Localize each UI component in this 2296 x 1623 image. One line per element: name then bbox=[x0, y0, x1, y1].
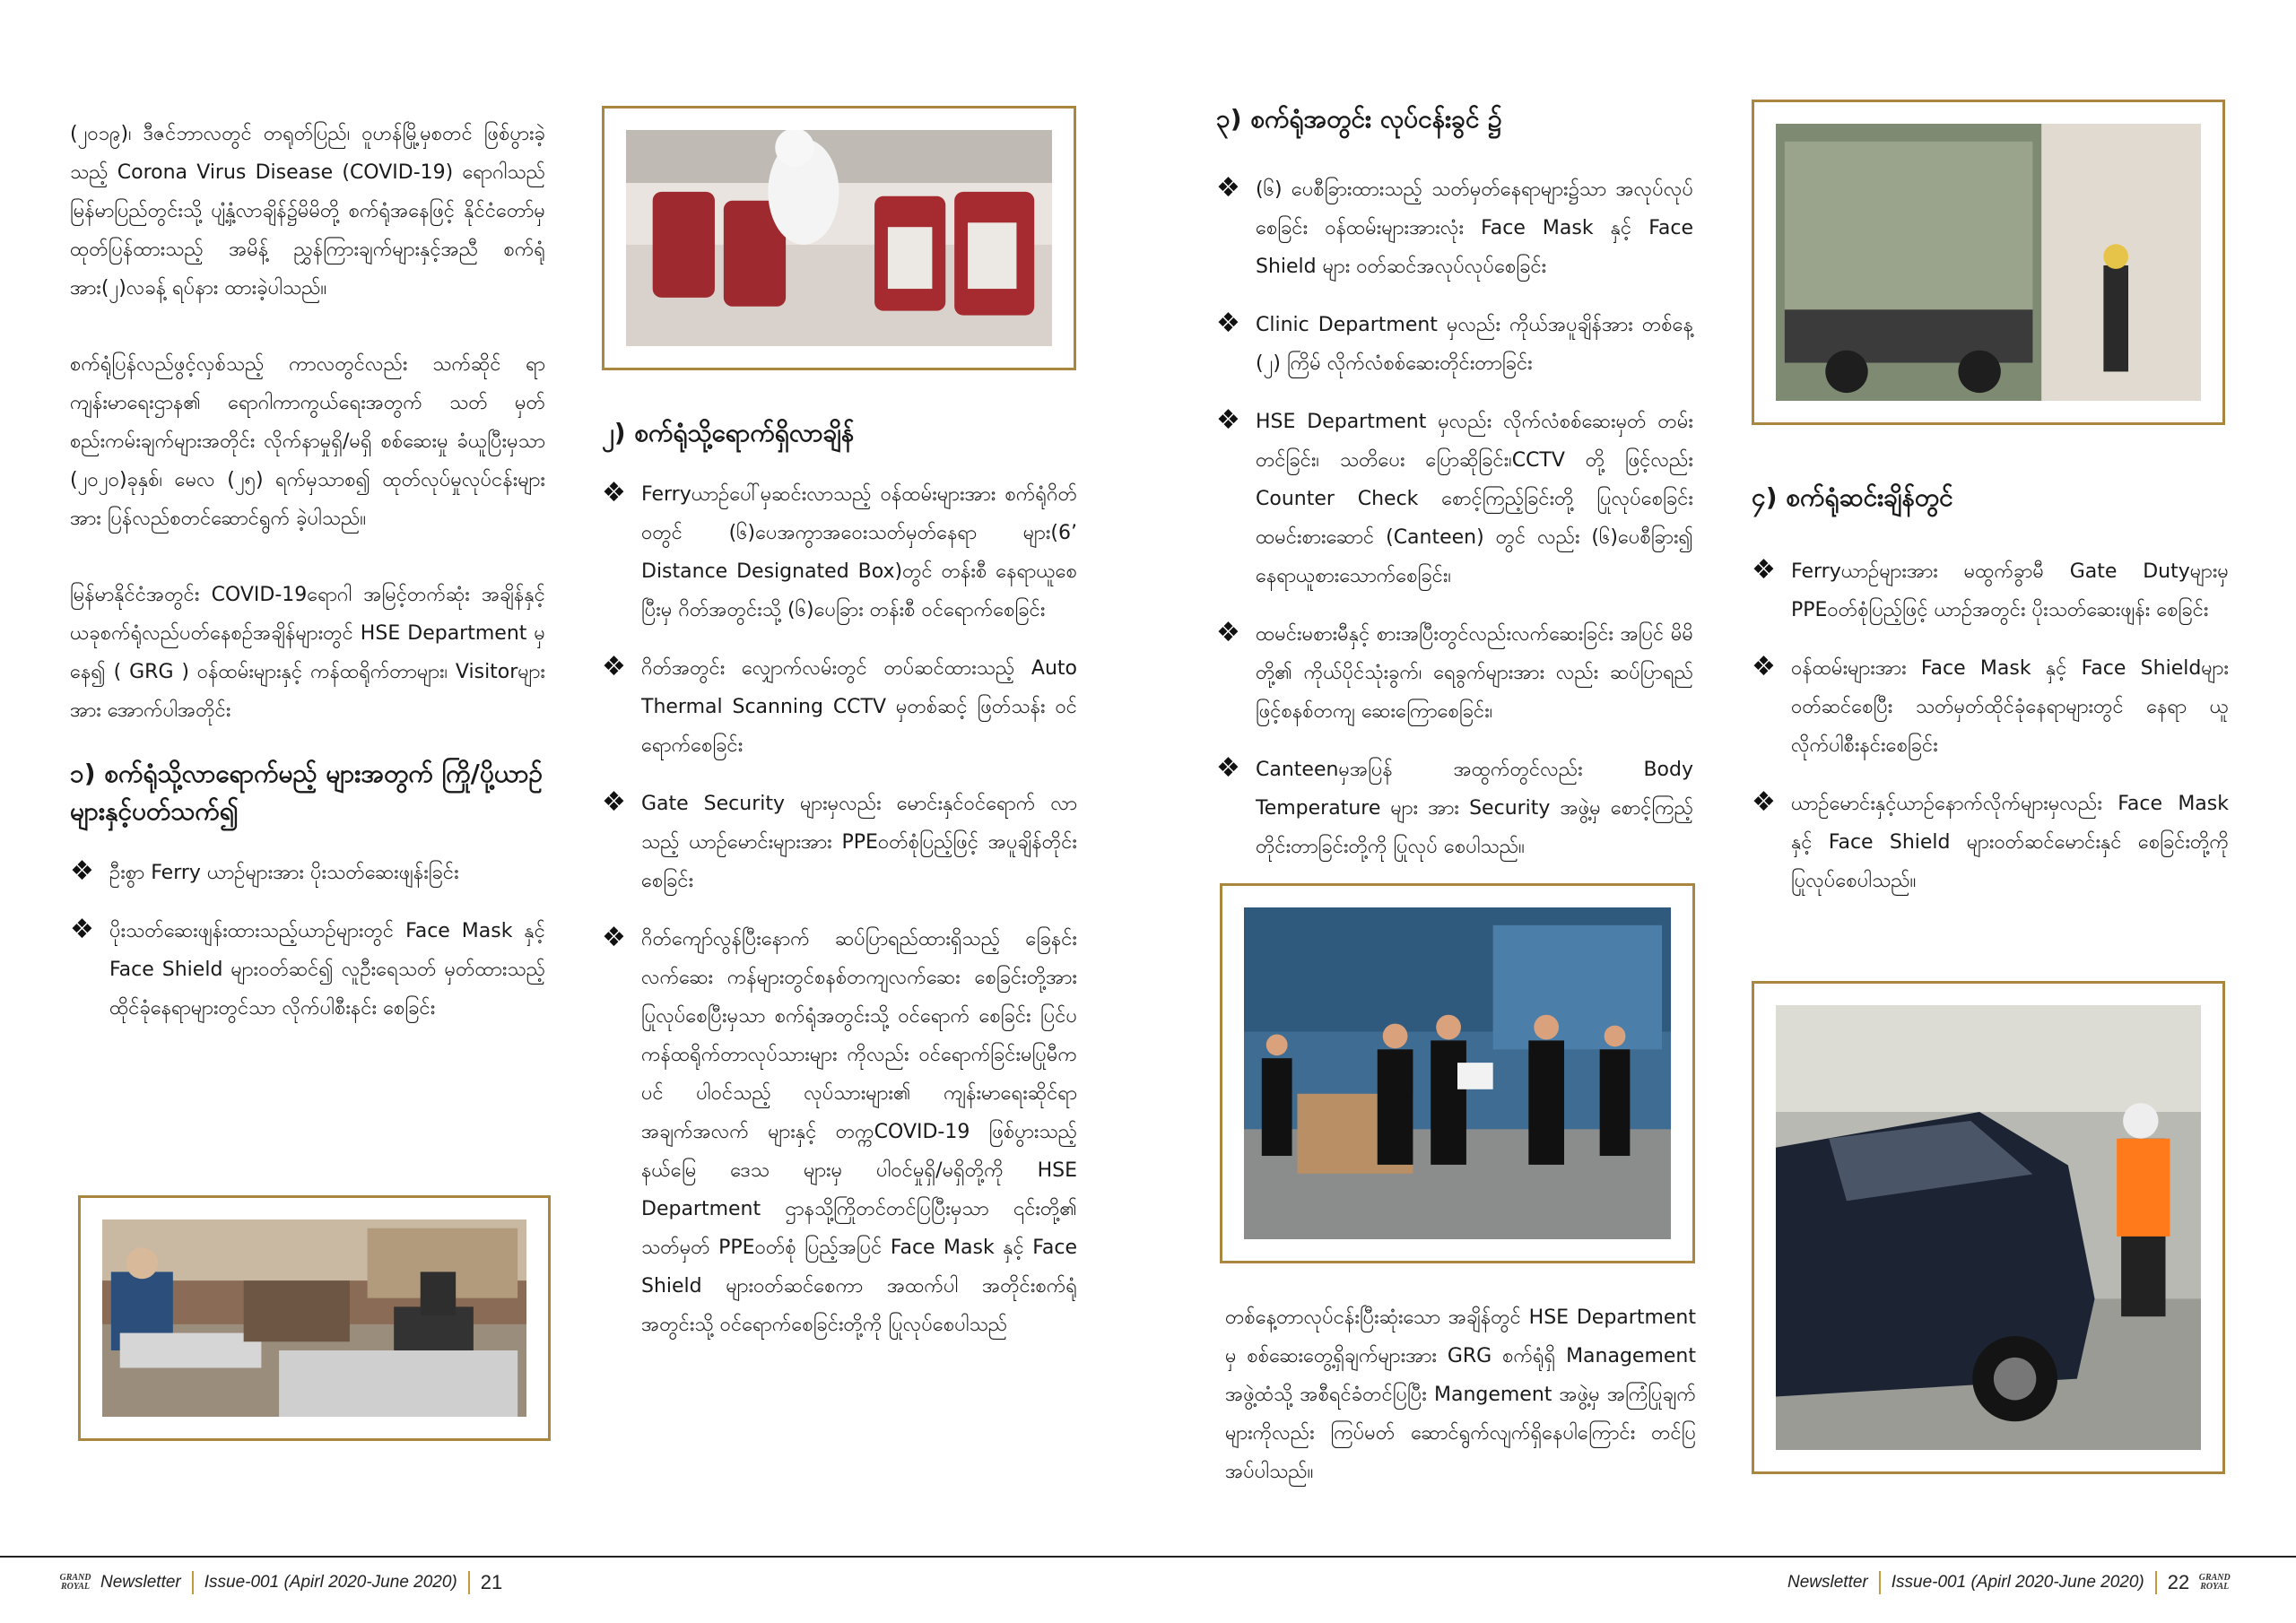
section-2-heading: ၂) စက်ရုံသို့ရောက်ရှိလာချိန် bbox=[602, 418, 855, 447]
list-item: ❖ ပိုးသတ်ဆေးဖျန်းထားသည့်ယာဉ်များတွင် Face Mask နှင့် Face Shield များဝတ်ဆင်၍ လူဦးရေသတ် မှတ်ထားသည့်ထိုင်ခုံနေရာများတွင်သာ လိုက်ပါစီးနင်း စေခြင်း bbox=[70, 914, 545, 1020]
section-4-list bbox=[1752, 552, 2229, 900]
newsletter-label: Newsletter bbox=[100, 1573, 181, 1592]
footer-separator bbox=[192, 1571, 194, 1594]
office-photo bbox=[102, 1219, 526, 1417]
page-number-right: 22 bbox=[2167, 1571, 2190, 1593]
list-item: ❖ Canteenမှအပြန် အထွက်တွင်လည်း Body Temperature များ အား Security အဖွဲ့မှ စောင့်ကြည့် တိုင်းတာခြင်းတို့ကို ပြုလုပ် စေပါသည်။ bbox=[1216, 752, 1693, 858]
bus-spraying-photo-frame bbox=[602, 106, 1076, 370]
section-1-list bbox=[70, 854, 545, 1028]
diamond-bullet-icon: ❖ bbox=[602, 651, 626, 682]
reporting-paragraph: တစ်နေ့တာလုပ်ငန်းပြီးဆုံးသော အချိန်တွင် HSE Department မှ စစ်ဆေးတွေ့ရှိချက်များအား GRG စက်ရုံရှိ Management အဖွဲ့ထံသို့ အစီရင်ခံတင်ပြပြီး Mangement အဖွဲ့မှ အကြံပြုချက်များကိုလည်း ကြပ်မတ် ဆောင်ရွက်လျက်ရှိနေပါကြောင်း တင်ပြအပ်ပါသည်။ bbox=[1225, 1306, 1696, 1483]
section-3-heading: ၃) စက်ရုံအတွင်း လုပ်ငန်းခွင် ၌ bbox=[1216, 104, 1502, 134]
footer-separator bbox=[468, 1571, 470, 1594]
car-temperature-check-photo-frame bbox=[1752, 981, 2225, 1474]
issue-label: Issue-001 (Apirl 2020-June 2020) bbox=[1891, 1573, 2144, 1592]
diamond-bullet-icon: ❖ bbox=[1216, 617, 1240, 648]
factory-temperature-check-photo bbox=[1244, 907, 1671, 1239]
section-3-list bbox=[1216, 170, 1693, 866]
grand-royal-logo: GRAND ROYAL bbox=[59, 1573, 91, 1592]
footer-separator bbox=[1879, 1571, 1881, 1594]
list-item: ❖ (၆) ပေစီခြားထားသည့် သတ်မှတ်နေရာများ၌သာ အလုပ်လုပ်စေခြင်း ဝန်ထမ်းများအားလုံး Face Mask နှင့် Face Shield များ ဝတ်ဆင်အလုပ်လုပ်စေခြင်း bbox=[1216, 172, 1693, 278]
column-2 bbox=[602, 414, 1077, 1371]
diamond-bullet-icon: ❖ bbox=[1752, 651, 1776, 682]
list-item: ❖ Gate Security များမှလည်း မောင်းနှင်ဝင်ရောက် လာသည့် ယာဉ်မောင်းများအား PPEဝတ်စုံပြည့်ဖြင့် အပူချိန်တိုင်းစေခြင်း bbox=[602, 786, 1077, 892]
factory-temperature-check-photo-frame bbox=[1220, 883, 1695, 1263]
diamond-bullet-icon: ❖ bbox=[1216, 404, 1240, 436]
diamond-bullet-icon: ❖ bbox=[1752, 554, 1776, 586]
diamond-bullet-icon: ❖ bbox=[602, 786, 626, 818]
office-photo-frame bbox=[78, 1195, 551, 1441]
column-1 bbox=[70, 115, 545, 1055]
diamond-bullet-icon: ❖ bbox=[1216, 172, 1240, 204]
diamond-bullet-icon: ❖ bbox=[602, 477, 626, 508]
list-item: ❖ ဂိတ်ကျော်လွန်ပြီးနောက် ဆပ်ပြာရည်ထားရှိသည့် ခြေနင်းလက်ဆေး ကန်များတွင်စနစ်တကျလက်ဆေး စေခြင်းတို့အား ပြုလုပ်စေပြီးမှသာ စက်ရုံအတွင်းသို့ ဝင်ရောက် စေခြင်း ပြင်ပကန်ထရိုက်တာလုပ်သားများ ကိုလည်း ဝင်ရောက်ခြင်းမပြုမီကပင် ပါဝင်သည့် လုပ်သားများ၏ ကျန်းမာရေးဆိုင်ရာအချက်အလက် များနှင့် တက္ကCOVID-19 ဖြစ်ပွားသည့် နယ်မြေ ဒေသ များမှ ပါဝင်မှုရှိ/မရှိတို့ကို HSE Department ဌာနသို့ကြိုတင်တင်ပြပြီးမှသာ ၎င်းတို့၏ သတ်မှတ် PPEဝတ်စုံ ပြည့်အပြင် Face Mask နှင့် Face Shield များဝတ်ဆင်စေကာ အထက်ပါ အတိုင်းစက်ရုံအတွင်းသို့ ဝင်ရောက်စေခြင်းတို့ကို ပြုလုပ်စေပါသည် bbox=[602, 922, 1077, 1336]
diamond-bullet-icon: ❖ bbox=[1216, 308, 1240, 339]
diamond-bullet-icon: ❖ bbox=[1752, 786, 1776, 818]
list-item: ❖ ဂိတ်အတွင်း လျှောက်လမ်းတွင် တပ်ဆင်ထားသည့် Auto Thermal Scanning CCTV မှတစ်ဆင့် ဖြတ်သန်း ဝင်ရောက်စေခြင်း bbox=[602, 651, 1077, 757]
intro-paragraph: (၂၀၁၉)၊ ဒီဇင်ဘာလတွင် တရုတ်ပြည်၊ ဝူဟန်မြို့မှစတင် ဖြစ်ပွားခဲ့သည့် Corona Virus Disease (COVID-19) ရောဂါသည် မြန်မာပြည်တွင်းသို့ ပျံ့နှံ့လာချိန်၌မိမိတို့ စက်ရုံအနေဖြင့် နိုင်ငံတော်မှထုတ်ပြန်ထားသည့် အမိန့် ညွှန်ကြားချက်များနှင့်အညီ စက်ရုံအား(၂)လခန့် ရပ်နား ထားခဲ့ပါသည်။ bbox=[70, 123, 545, 299]
list-item: ❖ Ferryယာဉ်များအား မထွက်ခွာမီ Gate Dutyများမှ PPEဝတ်စုံပြည့်ဖြင့် ယာဉ်အတွင်း ပိုးသတ်ဆေးဖျန်း စေခြင်း bbox=[1752, 554, 2229, 621]
diamond-bullet-icon: ❖ bbox=[602, 922, 626, 953]
car-temperature-check-photo bbox=[1776, 1005, 2201, 1450]
diamond-bullet-icon: ❖ bbox=[70, 914, 94, 945]
footer-right bbox=[1787, 1571, 2231, 1594]
section-1-heading: ၁) စက်ရုံသို့လာရောက်မည့် များအတွက် ကြို/ပို့ယာဉ်များနှင့်ပတ်သက်၍ bbox=[70, 759, 544, 826]
section-4-heading: ၄) စက်ရုံဆင်းချိန်တွင် bbox=[1752, 482, 1953, 512]
truck-disinfection-photo-frame bbox=[1752, 100, 2225, 425]
column-3 bbox=[1216, 100, 1693, 893]
list-item: ❖ Ferryယာဉ်ပေါ်မှဆင်းလာသည့် ဝန်ထမ်းများအား စက်ရုံဂိတ်ဝတွင် (၆)ပေအကွာအဝေးသတ်မှတ်နေရာ များ(6’ Distance Designated Box)တွင် တန်းစီ နေရာယူစေပြီးမှ ဂိတ်အတွင်းသို့ (၆)ပေခြား တန်းစီ ဝင်ရောက်စေခြင်း bbox=[602, 477, 1077, 621]
grand-royal-logo: GRAND ROYAL bbox=[2198, 1573, 2231, 1592]
footer-rule bbox=[0, 1556, 2296, 1558]
list-item: ❖ ထမင်းမစားမီနှင့် စားအပြီးတွင်လည်းလက်ဆေးခြင်း အပြင် မိမိတို့၏ ကိုယ်ပိုင်သုံးခွက်၊ ရေခွက်များအား လည်း ဆပ်ပြာရည်ဖြင့်စနစ်တကျ ဆေးကြောစေခြင်း၊ bbox=[1216, 617, 1693, 723]
issue-label: Issue-001 (Apirl 2020-June 2020) bbox=[204, 1573, 457, 1592]
bus-spraying-photo bbox=[626, 130, 1052, 346]
section-2-list bbox=[602, 475, 1077, 1344]
list-item: ❖ ဦးစွာ Ferry ယာဉ်များအား ပိုးသတ်ဆေးဖျန်းခြင်း bbox=[70, 855, 459, 887]
hse-paragraph: မြန်မာနိုင်ငံအတွင်း COVID-19ရောဂါ အမြင့်တက်ဆုံး အချိန်နှင့် ယခုစက်ရုံလည်ပတ်နေစဉ်အချိန်များတွင် HSE Department မှနေ၍ ( GRG ) ဝန်ထမ်းများနှင့် ကန်ထရိုက်တာများ၊ Visitorများအား အောက်ပါအတိုင်း bbox=[70, 584, 545, 722]
footer-separator bbox=[2155, 1571, 2157, 1594]
list-item: ❖ ဝန်ထမ်းများအား Face Mask နှင့် Face Shieldများ ဝတ်ဆင်စေပြီး သတ်မှတ်ထိုင်ခုံနေရာများတွင် နေရာ ယူလိုက်ပါစီးနင်းစေခြင်း bbox=[1752, 651, 2229, 757]
diamond-bullet-icon: ❖ bbox=[1216, 752, 1240, 784]
newsletter-label: Newsletter bbox=[1787, 1573, 1868, 1592]
list-item: ❖ HSE Department မှလည်း လိုက်လံစစ်ဆေးမှတ် တမ်းတင်ခြင်း၊ သတိပေး ပြောဆိုခြင်း၊CCTV တို့ ဖြင့်လည်း Counter Check စောင့်ကြည့်ခြင်းတို့ ပြုလုပ်စေခြင်း ထမင်းစားဆောင် (Canteen) တွင် လည်း (၆)ပေစီခြား၍ နေရာယူစားသောက်စေခြင်း၊ bbox=[1216, 404, 1693, 587]
reopening-paragraph: စက်ရုံပြန်လည်ဖွင့်လှစ်သည့် ကာလတွင်လည်း သက်ဆိုင် ရာကျန်းမာရေးဌာန၏ ရောဂါကာကွယ်ရေးအတွက် သတ် မှတ် စည်းကမ်းချက်များအတိုင်း လိုက်နာမှုရှိ/မရှိ စစ်ဆေးမှု ခံယူပြီးမှသာ (၂၀၂၀)ခုနှစ်၊ မေလ (၂၅) ရက်မှသာစ၍ ထုတ်လုပ်မှုလုပ်ငန်းများအား ပြန်လည်စတင်ဆောင်ရွက် ခဲ့ပါသည်။ bbox=[70, 353, 545, 530]
page-number-left: 21 bbox=[480, 1571, 503, 1593]
list-item: ❖ Clinic Department မှလည်း ကိုယ်အပူချိန်အား တစ်နေ့ (၂) ကြိမ် လိုက်လံစစ်ဆေးတိုင်းတာခြင်း bbox=[1216, 308, 1693, 375]
truck-disinfection-photo bbox=[1776, 124, 2201, 401]
diamond-bullet-icon: ❖ bbox=[70, 855, 94, 887]
list-item: ❖ ယာဉ်မောင်းနှင့်ယာဉ်နောက်လိုက်များမှလည်း Face Mask နှင့် Face Shield များဝတ်ဆင်မောင်းနှင် စေခြင်းတို့ကို ပြုလုပ်စေပါသည်။ bbox=[1752, 786, 2229, 892]
column-4 bbox=[1752, 479, 2229, 927]
footer-left bbox=[59, 1571, 502, 1594]
